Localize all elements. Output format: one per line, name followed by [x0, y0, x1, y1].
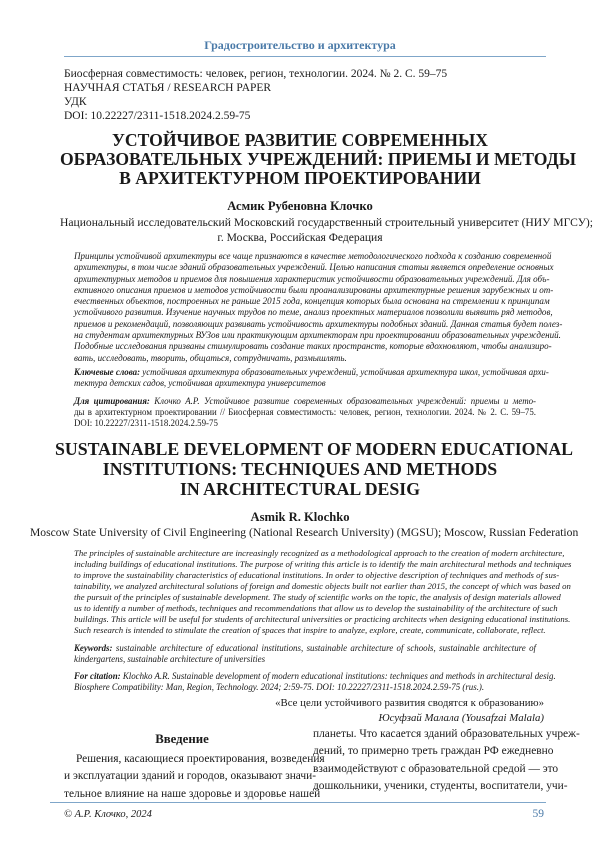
- en-author: Asmik R. Klochko: [0, 510, 600, 525]
- ru-title-line: В АРХИТЕКТУРНОМ ПРОЕКТИРОВАНИИ: [60, 169, 540, 188]
- en-abstract-line: The principles of sustainable architecture are increasingly recognized as a methodological approach to the creation of modern architecture,: [74, 548, 536, 559]
- en-citation-text: Klochko A.R. Sustainable development of modern educational institutions: techniques and methods in architectural desig.: [123, 671, 556, 681]
- intro-right-column: [313, 726, 547, 796]
- en-abstract-line: Such research is intended to stimulate the creation of spaces that inspire to analyze, explore, create, communicate, collaborate, reflect.: [74, 625, 536, 636]
- ru-citation-line: DOI: 10.22227/2311-1518.2024.2.59-75: [74, 418, 536, 429]
- en-keywords-line: kindergartens, sustainable architecture of universities: [74, 654, 536, 665]
- en-abstract-line: tainability, we analyzed architectural solutions of foreign and domestic objects built not earlier than 2015, the concept of which was based on: [74, 581, 536, 592]
- ru-citation-line: [74, 396, 536, 407]
- en-abstract-line: the pursuit of the principles of sustainable development. The study of scientific works on the topic, the analysis of design materials allowed: [74, 592, 536, 603]
- intro-left-line: Решения, касающиеся проектирования, возведения: [64, 751, 300, 768]
- ru-keywords: [74, 367, 536, 389]
- ru-abstract-line: устойчивого развития. Изучение научных трудов по теме, анализ проектных материалов позволили выявить ряд методов,: [74, 307, 536, 318]
- ru-citation: [74, 396, 536, 429]
- ru-title-line: УСТОЙЧИВОЕ РАЗВИТИЕ СОВРЕМЕННЫХ: [60, 131, 540, 150]
- en-title-line: IN ARCHITECTURAL DESIG: [55, 479, 545, 499]
- en-keywords: [74, 643, 536, 665]
- ru-keywords-label: Ключевые слова:: [74, 367, 140, 377]
- ru-keywords-text: устойчивая архитектура образовательных учреждений, устойчивая архитектура школ, устойчивая архи-: [142, 367, 549, 377]
- intro-right-line: планеты. Что касается зданий образовательных учреж-: [313, 726, 547, 743]
- ru-citation-label: Для цитирования:: [74, 396, 150, 406]
- intro-left-column: [64, 751, 300, 803]
- ru-abstract-line: архитектуры, в том числе зданий образовательных учреждений. Целью написания статьи является определение основных: [74, 262, 536, 273]
- ru-abstract-line: ективного описания приемов и методов устойчивости были проанализированы архитектурные решения зарубежных и от-: [74, 285, 536, 296]
- en-citation-line: [74, 671, 536, 682]
- ru-abstract-line: на студентам архитектурных ВУЗов или практикующим архитекторам при проектировании образовательных учреждений.: [74, 330, 536, 341]
- ru-abstract-line: Принципы устойчивой архитектуры все чаще признаются в качестве методологического подхода к созданию современной: [74, 251, 536, 262]
- ru-author: Асмик Рубеновна Клочко: [0, 199, 600, 214]
- epigraph-attribution: Юсуфзай Малала (Yousafzai Malala): [378, 711, 544, 725]
- intro-left-line: тельное влияние на наше здоровье и здоровье нашей: [64, 786, 300, 803]
- ru-title-line: ОБРАЗОВАТЕЛЬНЫХ УЧРЕЖДЕНИЙ: ПРИЕМЫ И МЕТОДЫ: [60, 150, 540, 169]
- page-number: 59: [533, 808, 545, 820]
- journal-line: Биосферная совместимость: человек, регион, технологии. 2024. № 2. С. 59–75: [64, 67, 447, 81]
- intro-left-line: и эксплуатации зданий и городов, оказывают значи-: [64, 768, 300, 785]
- ru-keywords-line: [74, 367, 536, 378]
- copyright: © А.Р. Клочко, 2024: [64, 809, 152, 820]
- ru-affiliation-line: г. Москва, Российская Федерация: [60, 230, 540, 245]
- ru-abstract: [74, 251, 536, 364]
- ru-abstract-line: ечественных объектов, построенных не раньше 2015 года, концепция которых была основана на стремлении к принципам: [74, 296, 536, 307]
- en-citation-line: Biosphere Compatibility: Man, Region, Technology. 2024; 2:59-75. DOI: 10.22227/2311-1518.2024.2.59-75 (rus.).: [74, 682, 536, 693]
- ru-abstract-line: приемов и рекомендаций, позволяющих развивать устойчивость архитектуры подобных зданий. Данная статья будет полез-: [74, 319, 536, 330]
- ru-affiliation: [60, 215, 540, 245]
- ru-title: [60, 131, 540, 188]
- article-type: НАУЧНАЯ СТАТЬЯ / RESEARCH PAPER: [64, 81, 271, 95]
- en-abstract: [74, 548, 536, 636]
- epigraph-quote: «Все цели устойчивого развития сводятся к образованию»: [275, 696, 544, 710]
- en-keywords-label: Keywords:: [74, 643, 112, 653]
- en-title-line: SUSTAINABLE DEVELOPMENT OF MODERN EDUCATIONAL: [55, 439, 545, 459]
- en-keywords-line: [74, 643, 536, 654]
- en-title-line: INSTITUTIONS: TECHNIQUES AND METHODS: [55, 459, 545, 479]
- en-citation: [74, 671, 536, 693]
- ru-abstract-line: вать, исследовать, творить, общаться, сотрудничать, размышлять.: [74, 353, 536, 364]
- intro-heading: Введение: [64, 732, 300, 747]
- en-citation-label: For citation:: [74, 671, 121, 681]
- ru-affiliation-line: Национальный исследовательский Московский государственный строительный университет (НИУ МГСУ);: [60, 215, 540, 230]
- intro-right-line: взаимодействуют с образовательной средой — это: [313, 761, 547, 778]
- en-abstract-line: buildings. This article will be useful for students of architectural universities or practicing architects when designing educational institutions.: [74, 614, 536, 625]
- ru-keywords-line: тектура детских садов, устойчивая архитектура университетов: [74, 378, 536, 389]
- udc-label: УДК: [64, 95, 87, 109]
- en-keywords-text: sustainable architecture of educational institutions, sustainable architecture of schools, sustainable architecture of: [116, 643, 536, 653]
- intro-right-line: дошкольники, ученики, студенты, воспитатели, учи-: [313, 778, 547, 795]
- en-abstract-line: to improve the sustainability characteristics of educational institutions. In order to objective description of techniques and methods of sus-: [74, 570, 536, 581]
- ru-abstract-line: архитектурных методов и приемов для повышения характеристик устойчивости образовательных учреждений. Для объ-: [74, 274, 536, 285]
- ru-abstract-line: Подобные исследования призваны стимулировать создание таких пространств, которые вдохновляют, чтобы анализиро-: [74, 341, 536, 352]
- footer-rule: [50, 802, 546, 803]
- en-affiliation: Moscow State University of Civil Engineering (National Research University) (MGSU); Moscow, Russian Federation: [30, 525, 570, 540]
- section-header: Градостроительство и архитектура: [0, 38, 600, 53]
- intro-right-line: дений, то примерно треть граждан РФ ежедневно: [313, 743, 547, 760]
- en-abstract-line: including buildings of educational institutions. The purpose of writing this article is to identify the main architectural methods and techniques: [74, 559, 536, 570]
- doi[interactable]: DOI: 10.22227/2311-1518.2024.2.59-75: [64, 109, 250, 123]
- en-abstract-line: us to identify a number of methods, techniques and recommendations that allow us to develop the sustainability of the architecture of such: [74, 603, 536, 614]
- header-rule: [64, 56, 546, 57]
- ru-citation-text: Клочко А.Р. Устойчивое развитие современных образовательных учреждений: приемы и мето-: [154, 396, 536, 406]
- ru-citation-line: ды в архитектурном проектировании // Биосферная совместимость: человек, регион, технологии. 2024. № 2. С. 59–75.: [74, 407, 536, 418]
- en-title: [55, 439, 545, 499]
